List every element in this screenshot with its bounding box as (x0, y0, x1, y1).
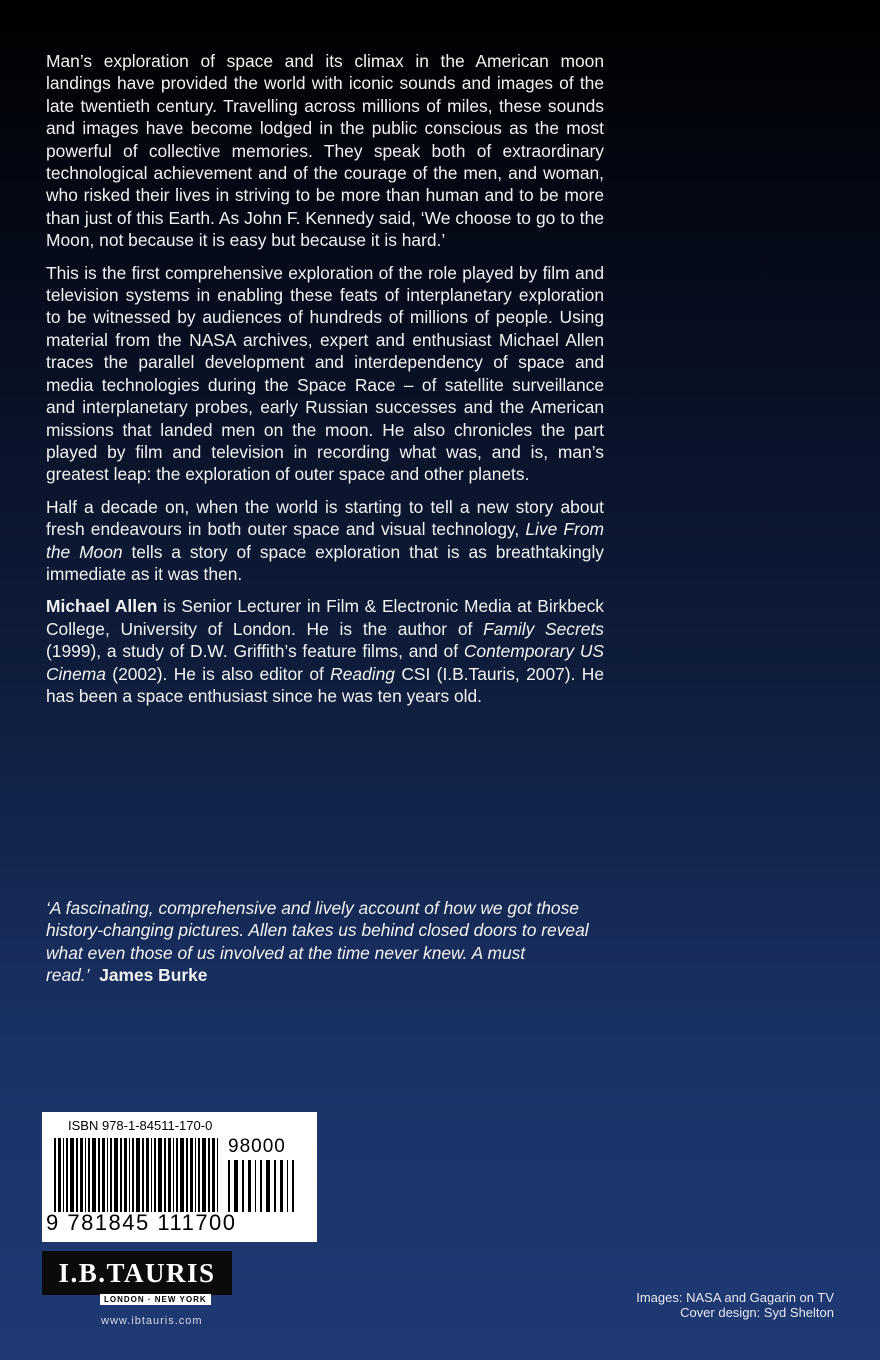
barcode-bar (70, 1138, 74, 1212)
bio-text-a: is Senior Lecturer in Film & Electronic Media at Birkbeck College, University of London. He is the author of (46, 596, 604, 639)
barcode-bar (202, 1138, 206, 1212)
barcode-bar (190, 1138, 193, 1212)
bio-text-c: (2002). He is also editor of (105, 663, 331, 684)
bio-text-b: (1999), a study of D.W. Griffith’s feature films, and of (46, 641, 464, 662)
barcode-bar (54, 1138, 56, 1212)
barcode-bar (151, 1138, 152, 1212)
author-name: Michael Allen (46, 596, 158, 617)
bio-book-2: Contemporary US Cinema (46, 641, 604, 684)
image-credit: Images: NASA and Gagarin on TV (636, 1290, 834, 1305)
isbn-barcode (42, 1112, 317, 1242)
barcode-bar (85, 1138, 86, 1212)
barcode-bar (76, 1138, 78, 1212)
barcode-bar (186, 1138, 188, 1212)
publisher-name: I.B.TAURIS (58, 1258, 216, 1288)
barcode-bar (110, 1138, 112, 1212)
cover-credits (636, 1290, 834, 1320)
barcode-bar (88, 1138, 90, 1212)
barcode-bar (212, 1138, 215, 1212)
barcode-bar (63, 1138, 64, 1212)
barcode-bar (176, 1138, 178, 1212)
barcode-bar (132, 1138, 134, 1212)
publisher-logo-block (42, 1251, 232, 1295)
bio-book-1: Family Secrets (483, 618, 604, 639)
barcode-bar (168, 1138, 171, 1212)
barcode-bar (142, 1138, 144, 1212)
barcode-bar (217, 1138, 218, 1212)
barcode-bar (98, 1138, 100, 1212)
barcode-bar (195, 1138, 196, 1212)
barcode-bar (146, 1138, 149, 1212)
price-code: 98000 (228, 1136, 286, 1157)
blurb-paragraph-1: Man’s exploration of space and its climax in the American moon landings have provided the world with iconic sounds and images of the late twentieth century. Travelling across millions of miles, these sounds and images have become lodged in the public conscious as the most powerful of collective memories. They speak both of extraordinary technological achievement and of the courage of the men, and woman, who risked their lives in striving to be more than human and to be more than just of this Earth. As John F. Kennedy said, ‘We choose to go to the Moon, not because it is easy but because it is hard.’ (46, 51, 604, 251)
p3-text-b: tells a story of space exploration that is as breathtakingly immediate as it was then. (46, 541, 604, 584)
barcode-bar (114, 1138, 118, 1212)
isbn-label: ISBN 978-1-84511-170-0 (68, 1118, 213, 1133)
barcode-bar (107, 1138, 108, 1212)
barcode-bar (248, 1160, 251, 1212)
blurb-paragraph-3 (46, 496, 604, 586)
review-quote (46, 897, 606, 987)
barcode-bar (136, 1138, 140, 1212)
barcode-bar (173, 1138, 174, 1212)
p3-text-a: Half a decade on, when the world is starting to tell a new story about fresh endeavours in both outer space and visual technology, (46, 496, 604, 540)
barcode-bar (292, 1160, 294, 1212)
barcode-bar (158, 1138, 162, 1212)
barcode-bar (260, 1160, 262, 1212)
barcode-bar (92, 1138, 96, 1212)
barcode-bar (120, 1138, 122, 1212)
barcode-bar (66, 1138, 68, 1212)
addon-barcode-bars (228, 1160, 296, 1212)
bio-book-3: Reading (330, 663, 395, 684)
barcode-bar (164, 1138, 166, 1212)
barcode-bar (274, 1160, 276, 1212)
design-credit: Cover design: Syd Shelton (680, 1305, 834, 1320)
barcode-bar (58, 1138, 61, 1212)
barcode-bar (124, 1138, 127, 1212)
publisher-url: www.ibtauris.com (101, 1315, 203, 1327)
barcode-bar (154, 1138, 156, 1212)
barcode-bar (129, 1138, 130, 1212)
barcode-bar (80, 1138, 83, 1212)
barcode-bar (228, 1160, 230, 1212)
barcode-bar (287, 1160, 288, 1212)
barcode-bar (208, 1138, 210, 1212)
author-bio (46, 595, 604, 707)
barcode-bar (102, 1138, 105, 1212)
barcode-bar (180, 1138, 184, 1212)
bio-text-d: CSI (I.B.Tauris, 2007). He has been a space enthusiast since he was ten years old. (46, 663, 604, 706)
ean-digits: 9 781845 111700 (46, 1210, 237, 1235)
ean-barcode-bars (54, 1138, 222, 1212)
barcode-bar (242, 1160, 244, 1212)
back-cover-blurb (46, 50, 604, 717)
barcode-bar (198, 1138, 200, 1212)
quote-text: ‘A fascinating, comprehensive and lively account of how we got those history-changing pictures. Allen takes us behind closed doors to reveal what even those of us involved at the time never knew. A must read.’ (46, 898, 589, 986)
book-title: Live From the Moon (46, 519, 605, 562)
barcode-bar (234, 1160, 238, 1212)
quote-author: James Burke (99, 965, 208, 986)
blurb-paragraph-2: This is the first comprehensive exploration of the role played by film and television systems in enabling these feats of interplanetary exploration to be witnessed by audiences of hundreds of millions of people. Using material from the NASA archives, expert and enthusiast Michael Allen traces the parallel development and interdependency of space and media technologies during the Space Race – of satellite surveillance and interplanetary probes, early Russian successes and the American missions that landed men on the moon. He also chronicles the part played by film and television in recording what was, and is, man’s greatest leap: the exploration of outer space and other planets. (46, 262, 604, 485)
barcode-bar (280, 1160, 283, 1212)
barcode-bar (255, 1160, 256, 1212)
barcode-bar (266, 1160, 270, 1212)
publisher-logo (42, 1251, 232, 1311)
publisher-cities: LONDON · NEW YORK (100, 1294, 211, 1305)
